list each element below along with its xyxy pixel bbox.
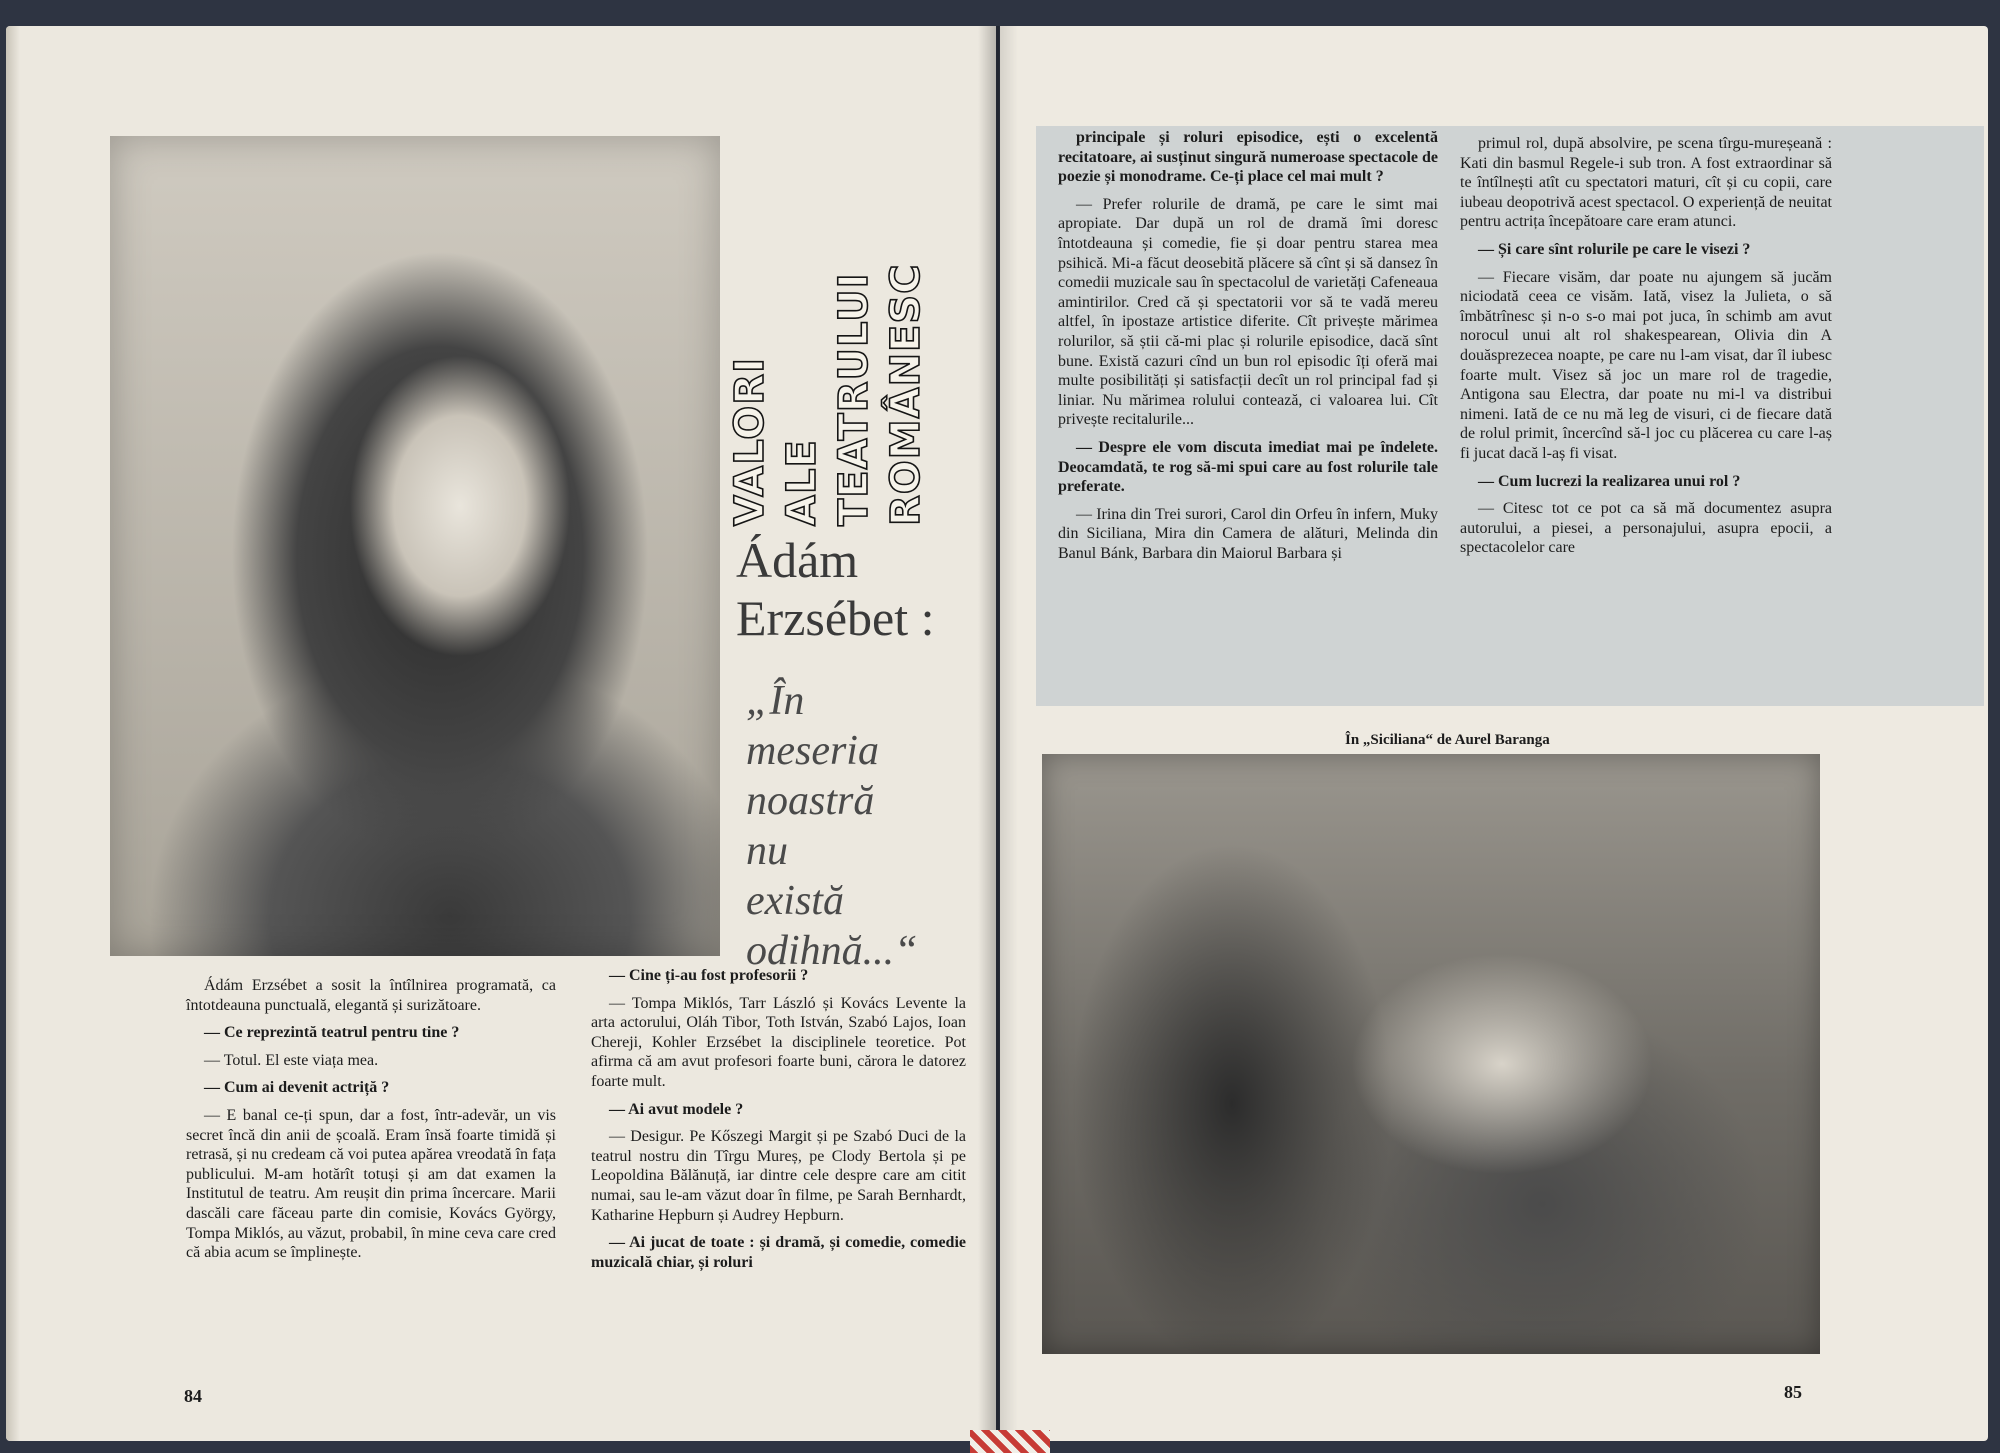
interview-question: — Cine ți-au fost profesorii ? bbox=[609, 967, 809, 984]
photo-caption: În „Siciliana“ de Aurel Baranga bbox=[1345, 732, 1550, 748]
right-page bbox=[1000, 26, 1988, 1441]
quote-line: odihnă...“ bbox=[746, 928, 918, 974]
paragraph: primul rol, după absolvire, pe scena tîrgu-mureșeană : Kati din basmul Regele-i sub tron. A fost extraordinar să te întîlnești atît cu spectatori maturi, cît și cu copii, care iubeau deopotrivă acest spectacol. O experiență de neuitat pentru actrița începătoare care eram atunci. bbox=[1460, 135, 1832, 231]
name-line: Erzsébet : bbox=[736, 590, 935, 646]
vertical-title bbox=[726, 136, 936, 526]
interview-question: — Ai jucat de toate : și dramă, și comedie, comedie muzicală chiar, și roluri bbox=[591, 1234, 966, 1271]
left-page bbox=[6, 26, 996, 1441]
interview-question: principale și roluri episodice, ești o excelentă recitatoare, ai susținut singură numeroase spectacole de poezie și monodrame. Ce-ți place cel mai mult ? bbox=[1058, 129, 1438, 186]
paragraph: — Fiecare visăm, dar poate nu ajungem să jucăm niciodată ceea ce visăm. Iată, visez la Julieta, o să îmbătrînesc și n-o s-o mai pot juca, în schimb am avut norocul unui alt rol shakespearean, Olivia din A douăsprezecea noapte, pe care nu l-am visat, dar îl iubesc foarte mult. Visez să joc un mare rol de tragedie, Antigona sau Electra, dar poate nu mi-l va distribui nimeni. Iată de ce nu mă leg de visuri, ci de fiecare dată de rolul primit, încercînd să-l joc cu plăcerea cu care l-aș fi jucat dacă l-aș fi visat. bbox=[1460, 268, 1832, 462]
quote-line: noastră bbox=[746, 778, 875, 824]
interview-question: — Cum lucrezi la realizarea unui rol ? bbox=[1478, 472, 1741, 490]
name-line: Ádám bbox=[736, 532, 859, 588]
bookmark-ribbon bbox=[970, 1430, 1050, 1453]
left-column-2 bbox=[591, 966, 966, 1280]
interview-question: — Ce reprezintă teatrul pentru tine ? bbox=[204, 1024, 460, 1042]
paragraph: — E banal ce-ți spun, dar a fost, într-adevăr, un vis secret încă din anii de școală. Eram însă foarte timidă și retrasă, și nu credeam că voi putea apărea vreodată în fața publicului. M-am hotărît totuși și am dat examen la Institutul de teatru. Am reușit din prima încercare. Marii dascăli care făceau parte din comisie, Kovács György, Tompa Miklós, au văzut, probabil, în mine ceva care cred că abia acum se împlinește. bbox=[186, 1106, 557, 1262]
stage-photo bbox=[1042, 754, 1820, 1354]
paragraph: — Irina din Trei surori, Carol din Orfeu în infern, Muky din Siciliana, Mira din Camera de alături, Melinda din Banul Bánk, Barbara din Maiorul Barbara și bbox=[1058, 505, 1438, 562]
interview-question: — Despre ele vom discuta imediat mai pe îndelete. Deocamdată, te rog să-mi spui care au fost rolurile tale preferate. bbox=[1058, 438, 1438, 496]
paragraph: — Tompa Miklós, Tarr László și Kovács Levente la arta actorului, Oláh Tibor, Toth István, Szabó Lajos, Ioan Chereji, Kohler Erzsébet la disciplinele teoretice. Pot afirma că am avut profesori foarte buni, cărora le datorez foarte mult. bbox=[591, 994, 966, 1090]
interview-question: — Ai avut modele ? bbox=[609, 1100, 744, 1118]
paragraph: — Prefer rolurile de dramă, pe care le simt mai apropiate. Dar după un rol de dramă îmi doresc întotdeauna și comedie, fie și doar pentru starea mea psihică. Mi-a făcut deosebită plăcere să cînt și să dansez în comedii muzicale sau în spectacolul de varietăți Cafeneaua amintirilor. Cred că și spectatorii vor să te vadă mereu altfel, în ipostaze artistice diferite. Cît privește mărimea rolurilor, să știi că-mi plac și rolurile episodice, dacă sînt bune. Există cazuri cînd un bun rol episodic îți oferă mai multe posibilități și satisfacții decît un rol principal fad și liniar. Nu mărimea rolului contează, ci valoarea lui. Cît privește recitalurile... bbox=[1058, 195, 1438, 429]
book-gutter bbox=[978, 26, 1018, 1441]
vertical-title-line: TEATRULUI bbox=[831, 272, 877, 526]
right-column-1 bbox=[1058, 128, 1438, 571]
paragraph: — Totul. El este viața mea. bbox=[204, 1051, 379, 1069]
paragraph: Ádám Erzsébet a sosit la întîlnirea programată, ca întotdeauna punctuală, elegantă și surizătoare. bbox=[186, 977, 556, 1014]
headline-quote bbox=[746, 676, 918, 976]
quote-line: există bbox=[746, 878, 844, 924]
page-number: 84 bbox=[184, 1386, 202, 1406]
interview-question: — Și care sînt rolurile pe care le visezi ? bbox=[1478, 240, 1751, 258]
page-number: 85 bbox=[1784, 1382, 1802, 1402]
quote-line: nu bbox=[746, 828, 788, 874]
page-edge bbox=[6, 26, 20, 1441]
paragraph: — Citesc tot ce pot ca să mă documentez asupra autorului, a piesei, a personajului, asupra epocii, a spectacolelor care bbox=[1460, 500, 1832, 557]
paragraph: — Desigur. Pe Kőszegi Margit și pe Szabó Duci de la teatrul nostru din Tîrgu Mureș, pe Clody Bertola și pe Leopoldina Bălănuță, iar dintre cele despre care am citit numai, sau le-am văzut doar în filme, pe Sarah Bernhardt, Katharine Hepburn și Audrey Hepburn. bbox=[591, 1128, 966, 1224]
interview-question: — Cum ai devenit actriță ? bbox=[204, 1079, 390, 1097]
vertical-title-line: VALORI bbox=[727, 357, 773, 526]
portrait-photo bbox=[110, 136, 720, 956]
right-column-2 bbox=[1460, 134, 1832, 566]
quote-line: meseria bbox=[746, 728, 879, 774]
vertical-title-line: ROMÂNESC bbox=[883, 263, 929, 526]
interviewee-name bbox=[736, 531, 935, 647]
quote-line: „În bbox=[746, 678, 805, 724]
vertical-title-line: ALE bbox=[779, 439, 825, 526]
left-column-1 bbox=[186, 976, 556, 1271]
